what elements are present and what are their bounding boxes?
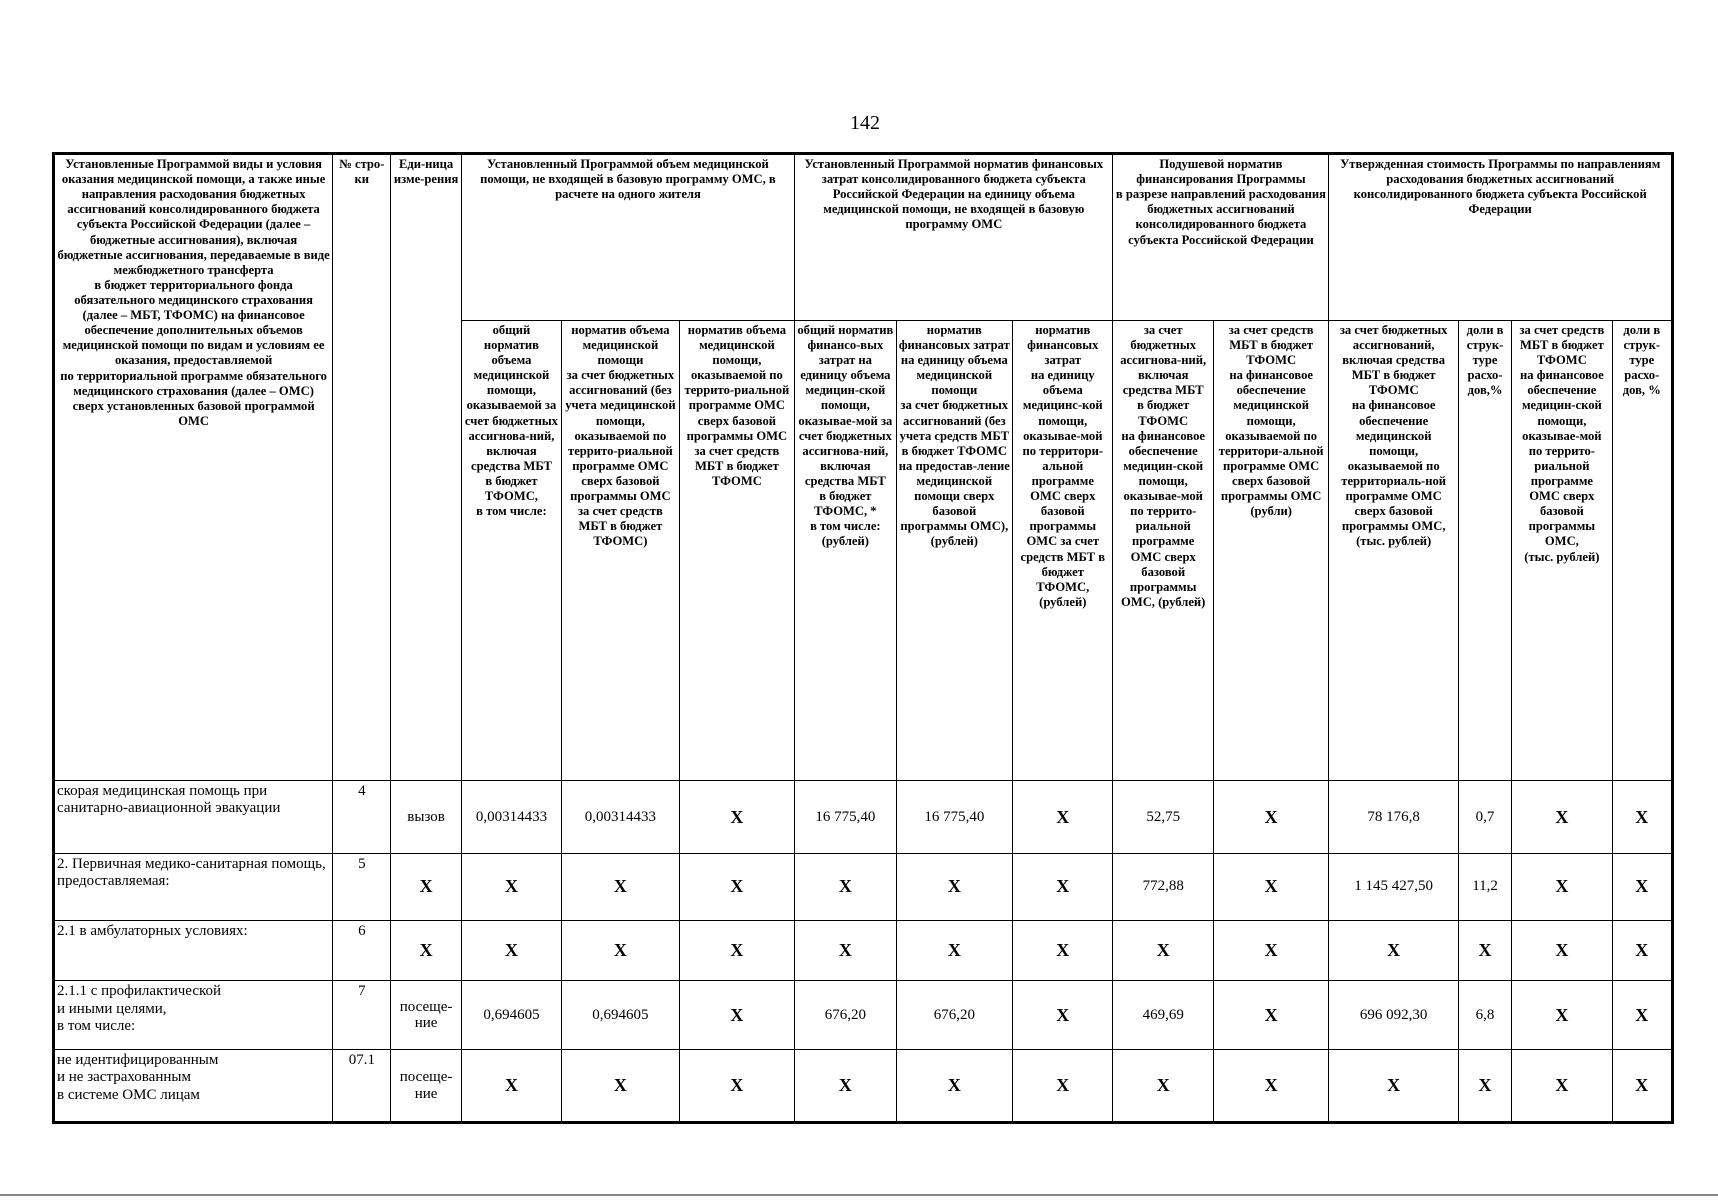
subheader-11: за счет средств МБТ в бюджет ТФОМС на финансовое обеспечение медицин-ской помощи, оказывае-мой по террито-риальной программе ОМС сверх базовой программы ОМС, (тыс. рублей) xyxy=(1512,320,1612,780)
row-value-3: X xyxy=(679,781,794,854)
row-name: не идентифицированным и не застрахованным в системе ОМС лицам xyxy=(54,1050,333,1123)
row-value-3: X xyxy=(679,981,794,1050)
row-value-12: X xyxy=(1612,920,1672,981)
subheader-1: общий норматив объема медицинской помощи, оказываемой за счет бюджетных ассигнова-ний, включая средства МБТ в бюджет ТФОМС, в том числе: xyxy=(461,320,561,780)
row-number: 5 xyxy=(333,853,391,920)
row-value-8: X xyxy=(1213,781,1328,854)
row-number: 4 xyxy=(333,781,391,854)
row-value-4: 676,20 xyxy=(795,981,896,1050)
row-value-8: X xyxy=(1213,853,1328,920)
row-value-5: X xyxy=(896,1050,1013,1123)
row-value-2: X xyxy=(562,1050,680,1123)
header-unit: Еди-ница изме-рения xyxy=(391,154,461,781)
table-row xyxy=(54,981,1673,1050)
row-value-9: X xyxy=(1329,920,1459,981)
row-value-7: 469,69 xyxy=(1113,981,1213,1050)
row-value-2: X xyxy=(562,920,680,981)
row-value-8: X xyxy=(1213,981,1328,1050)
row-value-11: X xyxy=(1512,981,1612,1050)
row-value-4: X xyxy=(795,1050,896,1123)
row-value-5: 676,20 xyxy=(896,981,1013,1050)
row-number: 07.1 xyxy=(333,1050,391,1123)
row-value-1: 0,00314433 xyxy=(461,781,561,854)
row-value-8: X xyxy=(1213,920,1328,981)
row-unit: X xyxy=(391,920,461,981)
row-value-9: X xyxy=(1329,1050,1459,1123)
scan-edge-line xyxy=(0,1194,1718,1196)
row-value-5: X xyxy=(896,920,1013,981)
subheader-9: за счет бюджетных ассигнований, включая средства МБТ в бюджет ТФОМС на финансовое обеспечение медицинской помощи, оказываемой по территориаль-ной программе ОМС сверх базовой программы ОМС, (тыс. рублей) xyxy=(1329,320,1459,780)
row-value-4: X xyxy=(795,920,896,981)
row-value-9: 696 092,30 xyxy=(1329,981,1459,1050)
row-value-12: X xyxy=(1612,1050,1672,1123)
row-value-3: X xyxy=(679,920,794,981)
row-value-6: X xyxy=(1013,781,1113,854)
header-percapita-group: Подушевой норматив финансирования Программы в разрезе направлений расходования бюджетных ассигнований консолидированного бюджета субъекта Российской Федерации xyxy=(1113,154,1329,321)
row-value-11: X xyxy=(1512,853,1612,920)
row-value-11: X xyxy=(1512,1050,1612,1123)
header-service-types: Установленные Программой виды и условия оказания медицинской помощи, а также иные направления расходования бюджетных ассигнований консолидированного бюджета субъекта Российской Федерации (далее – бюджетные ассигнования), включая бюджетные ассигнования, передаваемые в виде межбюджетного трансферта в бюджет территориального фонда обязательного медицинского страхования (далее – МБТ, ТФОМС) на финансовое обеспечение дополнительных объемов медицинской помощи по видам и условиям ее оказания, предоставляемой по территориальной программе обязательного медицинского страхования (далее – ОМС) сверх установленных базовой программой ОМС xyxy=(54,154,333,781)
row-value-5: 16 775,40 xyxy=(896,781,1013,854)
row-value-12: X xyxy=(1612,781,1672,854)
row-value-10: X xyxy=(1458,1050,1511,1123)
row-value-3: X xyxy=(679,853,794,920)
row-value-2: X xyxy=(562,853,680,920)
row-value-11: X xyxy=(1512,781,1612,854)
subheader-10: доли в струк-туре расхо-дов,% xyxy=(1458,320,1511,780)
row-value-10: 6,8 xyxy=(1458,981,1511,1050)
row-value-9: 1 145 427,50 xyxy=(1329,853,1459,920)
row-value-2: 0,694605 xyxy=(562,981,680,1050)
row-value-6: X xyxy=(1013,853,1113,920)
row-unit: вызов xyxy=(391,781,461,854)
header-cost-group: Утвержденная стоимость Программы по направлениям расходования бюджетных ассигнований консолидированного бюджета субъекта Российской Федерации xyxy=(1329,154,1673,321)
subheader-7: за счет бюджетных ассигнова-ний, включая средства МБТ в бюджет ТФОМС на финансовое обеспечение медицин-ской помощи, оказывае-мой по террито-риальной программе ОМС сверх базовой программы ОМС, (рублей) xyxy=(1113,320,1213,780)
row-value-12: X xyxy=(1612,981,1672,1050)
row-value-1: X xyxy=(461,1050,561,1123)
row-value-9: 78 176,8 xyxy=(1329,781,1459,854)
program-cost-table xyxy=(52,152,1674,1124)
subheader-8: за счет средств МБТ в бюджет ТФОМС на финансовое обеспечение медицинской помощи, оказываемой по территори-альной программе ОМС сверх базовой программы ОМС (рубли) xyxy=(1213,320,1328,780)
row-value-8: X xyxy=(1213,1050,1328,1123)
row-unit: посеще-ние xyxy=(391,1050,461,1123)
row-value-7: 772,88 xyxy=(1113,853,1213,920)
row-number: 6 xyxy=(333,920,391,981)
row-value-1: 0,694605 xyxy=(461,981,561,1050)
row-value-3: X xyxy=(679,1050,794,1123)
subheader-4: общий норматив финансо-вых затрат на единицу объема медицин-ской помощи, оказывае-мой за счет бюджетных ассигнова-ний, включая средства МБТ в бюджет ТФОМС, * в том числе: (рублей) xyxy=(795,320,896,780)
subheader-5: норматив финансовых затрат на единицу объема медицинской помощи за счет бюджетных ассигнований (без учета средств МБТ в бюджет ТФОМС на предостав-ление медицинской помощи сверх базовой программы ОМС), (рублей) xyxy=(896,320,1013,780)
row-name: скорая медицинская помощь при санитарно-авиационной эвакуации xyxy=(54,781,333,854)
row-value-12: X xyxy=(1612,853,1672,920)
row-name: 2.1.1 с профилактической и иными целями, в том числе: xyxy=(54,981,333,1050)
header-row-number: № стро-ки xyxy=(333,154,391,781)
subheader-6: норматив финансовых затрат на единицу объема медицинс-кой помощи, оказывае-мой по территори-альной программе ОМС сверх базовой программы ОМС за счет средств МБТ в бюджет ТФОМС, (рублей) xyxy=(1013,320,1113,780)
row-value-1: X xyxy=(461,853,561,920)
row-value-10: 11,2 xyxy=(1458,853,1511,920)
header-norm-group: Установленный Программой норматив финансовых затрат консолидированного бюджета субъекта Российской Федерации на единицу объема медицинской помощи, не входящей в базовую программу ОМС xyxy=(795,154,1113,321)
row-value-1: X xyxy=(461,920,561,981)
row-value-10: X xyxy=(1458,920,1511,981)
subheader-12: доли в струк-туре расхо-дов, % xyxy=(1612,320,1672,780)
header-volume-group: Установленный Программой объем медицинской помощи, не входящей в базовую программу ОМС, в расчете на одного жителя xyxy=(461,154,794,321)
row-value-6: X xyxy=(1013,1050,1113,1123)
row-name: 2. Первичная медико-санитарная помощь, предоставляемая: xyxy=(54,853,333,920)
row-value-4: 16 775,40 xyxy=(795,781,896,854)
row-unit: X xyxy=(391,853,461,920)
row-value-2: 0,00314433 xyxy=(562,781,680,854)
table-row xyxy=(54,920,1673,981)
table-row xyxy=(54,781,1673,854)
table-row xyxy=(54,1050,1673,1123)
row-value-6: X xyxy=(1013,920,1113,981)
row-value-7: 52,75 xyxy=(1113,781,1213,854)
row-value-5: X xyxy=(896,853,1013,920)
row-value-7: X xyxy=(1113,1050,1213,1123)
row-number: 7 xyxy=(333,981,391,1050)
row-value-11: X xyxy=(1512,920,1612,981)
subheader-3: норматив объема медицинской помощи, оказываемой по террито-риальной программе ОМС сверх базовой программы ОМС за счет средств МБТ в бюджет ТФОМС xyxy=(679,320,794,780)
subheader-2: норматив объема медицинской помощи за счет бюджетных ассигнований (без учета медицинской помощи, оказываемой по террито-риальной программе ОМС сверх базовой программы ОМС за счет средств МБТ в бюджет ТФОМС) xyxy=(562,320,680,780)
row-value-7: X xyxy=(1113,920,1213,981)
table-row xyxy=(54,853,1673,920)
row-name: 2.1 в амбулаторных условиях: xyxy=(54,920,333,981)
row-value-6: X xyxy=(1013,981,1113,1050)
page-number: 142 xyxy=(850,112,880,134)
row-value-10: 0,7 xyxy=(1458,781,1511,854)
row-unit: посеще-ние xyxy=(391,981,461,1050)
row-value-4: X xyxy=(795,853,896,920)
